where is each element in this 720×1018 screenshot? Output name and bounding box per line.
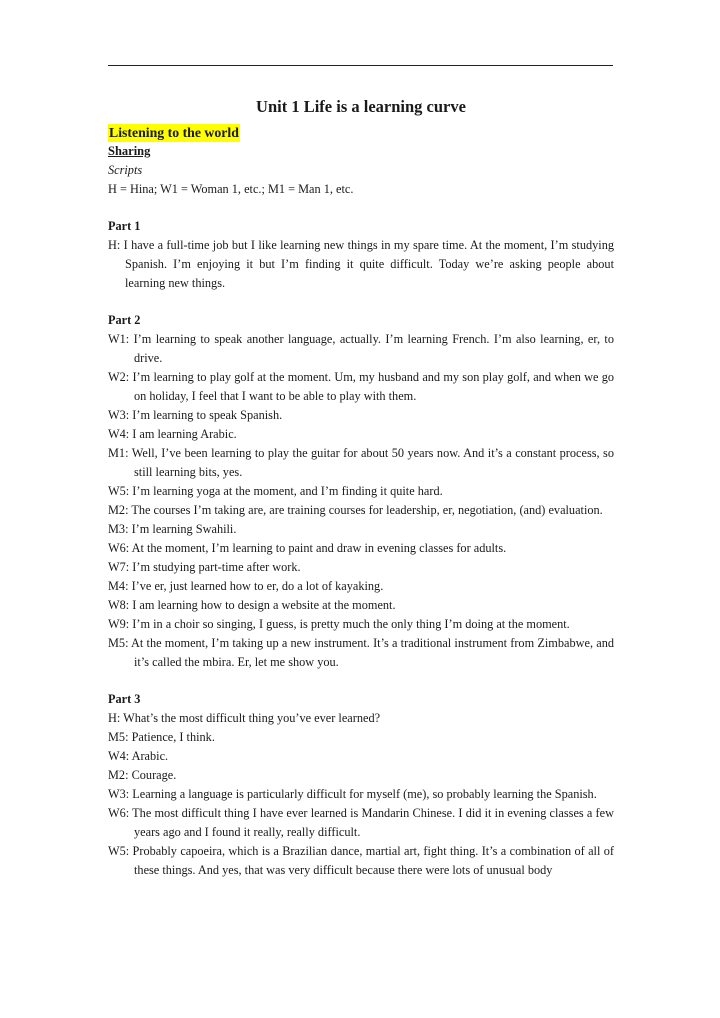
part3-lines	[108, 709, 614, 880]
line-text: Arabic.	[131, 749, 169, 763]
line-text: I’m learning yoga at the moment, and I’m finding it quite hard.	[132, 484, 443, 498]
line-text: The courses I’m taking are, are training courses for leadership, er, negotiation, (and) evaluation.	[131, 503, 603, 517]
line-text: I’ve er, just learned how to er, do a lot of kayaking.	[131, 579, 384, 593]
speaker-label: M2:	[108, 503, 132, 517]
speaker-label: W3:	[108, 787, 133, 801]
speaker-label: W3:	[108, 408, 133, 422]
line-text: Probably capoeira, which is a Brazilian dance, martial art, fight thing. It’s a combination of all of these things. And yes, that was very difficult because there were lots of unusual body	[132, 844, 614, 877]
transcript-line	[108, 577, 614, 596]
line-text: I am learning Arabic.	[132, 427, 237, 441]
line-text: I’m learning to play golf at the moment. Um, my husband and my son play golf, and when we go on holiday, I feel that I want to be able to play with them.	[132, 370, 615, 403]
transcript-line	[108, 596, 614, 615]
transcript-line	[108, 520, 614, 539]
transcript-line	[108, 501, 614, 520]
speaker-label: H:	[108, 238, 124, 252]
document-content	[108, 96, 614, 880]
transcript-line	[108, 539, 614, 558]
scripts-label: Scripts	[108, 163, 143, 177]
speaker-label: M2:	[108, 768, 132, 782]
transcript-line	[108, 615, 614, 634]
speaker-label: M1:	[108, 446, 132, 460]
part2-lines	[108, 330, 614, 672]
transcript-line	[108, 709, 614, 728]
line-text: I am learning how to design a website at the moment.	[132, 598, 396, 612]
line-text: Learning a language is particularly difficult for myself (me), so probably learning the Spanish.	[132, 787, 597, 801]
speaker-label: W4:	[108, 749, 132, 763]
transcript-line	[108, 444, 614, 482]
line-text: I’m in a choir so singing, I guess, is pretty much the only thing I’m doing at the moment.	[132, 617, 570, 631]
transcript-line	[108, 558, 614, 577]
line-text: I’m studying part-time after work.	[132, 560, 301, 574]
speaker-key: H = Hina; W1 = Woman 1, etc.; M1 = Man 1, etc.	[108, 182, 354, 196]
part1-heading: Part 1	[108, 219, 141, 233]
speaker-label: W4:	[108, 427, 133, 441]
section-heading: Listening to the world	[109, 125, 239, 140]
part1-lines	[108, 236, 614, 293]
transcript-line	[108, 842, 614, 880]
transcript-line	[108, 728, 614, 747]
transcript-line	[108, 804, 614, 842]
page-title: Unit 1 Life is a learning curve	[256, 97, 466, 116]
speaker-label: W2:	[108, 370, 133, 384]
line-text: At the moment, I’m learning to paint and draw in evening classes for adults.	[131, 541, 507, 555]
speaker-label: M3:	[108, 522, 132, 536]
transcript-line	[108, 425, 614, 444]
part2-heading: Part 2	[108, 313, 141, 327]
transcript-line	[108, 634, 614, 672]
line-text: I’m learning Swahili.	[131, 522, 237, 536]
line-text: Courage.	[131, 768, 177, 782]
transcript-line	[108, 482, 614, 501]
speaker-label: M5:	[108, 636, 132, 650]
transcript-line	[108, 368, 614, 406]
line-text: At the moment, I’m taking up a new instrument. It’s a traditional instrument from Zimbabwe, and it’s called the mbira. Er, let me show you.	[131, 636, 614, 669]
line-text: I’m learning to speak Spanish.	[132, 408, 283, 422]
transcript-line	[108, 785, 614, 804]
line-text: Well, I’ve been learning to play the guitar for about 50 years now. And it’s a constant process, so still learning bits, yes.	[131, 446, 614, 479]
speaker-label: W1:	[108, 332, 134, 346]
line-text: Patience, I think.	[131, 730, 215, 744]
speaker-label: W6:	[108, 541, 132, 555]
transcript-line	[108, 747, 614, 766]
speaker-label: W7:	[108, 560, 133, 574]
transcript-line	[108, 406, 614, 425]
subheading: Sharing	[108, 144, 151, 158]
speaker-label: W8:	[108, 598, 133, 612]
speaker-label: H:	[108, 711, 124, 725]
line-text: What’s the most difficult thing you’ve ever learned?	[123, 711, 381, 725]
speaker-label: M5:	[108, 730, 132, 744]
transcript-line	[108, 330, 614, 368]
speaker-label: W5:	[108, 844, 133, 858]
part3-heading: Part 3	[108, 692, 141, 706]
speaker-label: W9:	[108, 617, 133, 631]
line-text: I’m learning to speak another language, actually. I’m learning French. I’m also learning, er, to drive.	[133, 332, 614, 365]
speaker-label: W5:	[108, 484, 133, 498]
transcript-line	[108, 236, 614, 293]
speaker-label: W6:	[108, 806, 133, 820]
speaker-label: M4:	[108, 579, 132, 593]
section-heading-row	[108, 124, 614, 142]
line-text: I have a full-time job but I like learning new things in my spare time. At the moment, I’m studying Spanish. I’m enjoying it but I’m finding it quite difficult. Today we’re asking people about learning new things.	[123, 238, 614, 290]
line-text: The most difficult thing I have ever learned is Mandarin Chinese. I did it in evening classes a few years ago and I found it really, really difficult.	[132, 806, 614, 839]
header-rule	[108, 65, 613, 66]
transcript-line	[108, 766, 614, 785]
